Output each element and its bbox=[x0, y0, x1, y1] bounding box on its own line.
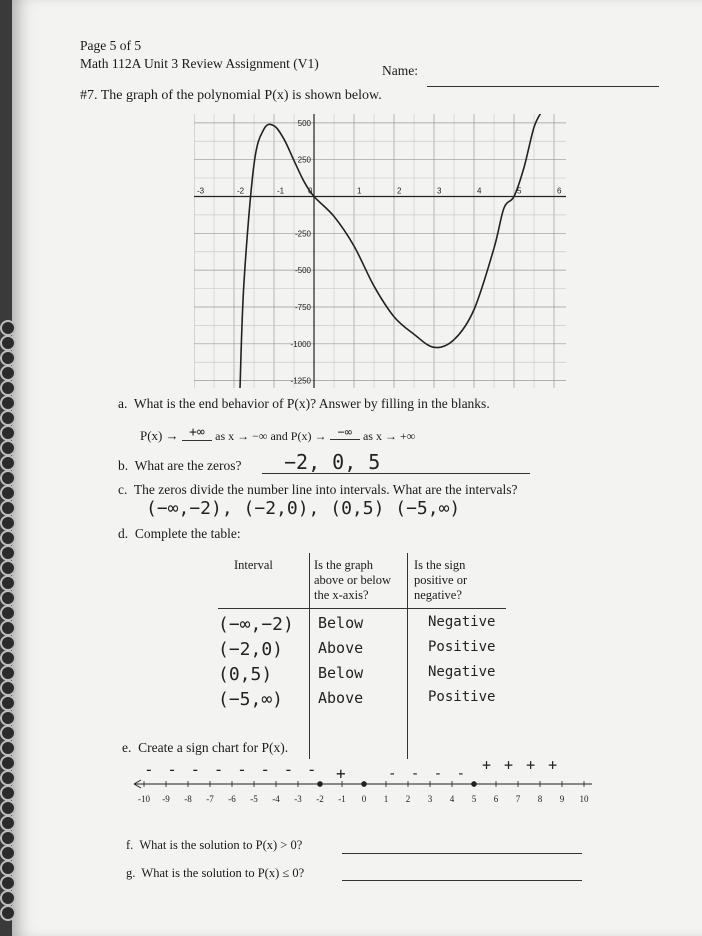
part-b-text: What are the zeros? bbox=[134, 458, 242, 473]
spiral-ring bbox=[0, 365, 16, 381]
page-number: Page 5 of 5 bbox=[80, 38, 142, 53]
spiral-ring bbox=[0, 710, 16, 726]
header-interval: Interval bbox=[234, 558, 273, 572]
x-tick-label: 3 bbox=[437, 186, 442, 196]
y-tick-label: -1250 bbox=[290, 376, 311, 386]
spiral-ring bbox=[0, 530, 16, 546]
spiral-ring bbox=[0, 785, 16, 801]
sign-negative-left: - - - - - - - - bbox=[144, 760, 319, 779]
spiral-ring bbox=[0, 395, 16, 411]
spiral-ring bbox=[0, 680, 16, 696]
y-tick-label: -500 bbox=[294, 266, 311, 276]
spiral-ring bbox=[0, 350, 16, 366]
spiral-ring bbox=[0, 575, 16, 591]
sign-positive-right: + + + + bbox=[482, 756, 560, 774]
x-tick-label: 1 bbox=[357, 186, 362, 196]
part-g-answer-line[interactable] bbox=[342, 880, 582, 881]
course-title: Math 112A Unit 3 Review Assignment (V1) bbox=[80, 56, 319, 71]
zero-dot bbox=[317, 781, 323, 787]
spiral-ring bbox=[0, 815, 16, 831]
spiral-ring bbox=[0, 905, 16, 921]
table-cell-interval: (−∞,−2) bbox=[218, 614, 294, 635]
number-line-label: -10 bbox=[138, 794, 150, 804]
number-line-label: 7 bbox=[515, 794, 521, 804]
sign-negative-mid: - - - - bbox=[388, 766, 469, 782]
x-tick-label: -2 bbox=[237, 186, 245, 196]
number-line-label: 0 bbox=[361, 794, 367, 804]
number-line-label: 1 bbox=[383, 794, 389, 804]
part-b-letter: b. bbox=[118, 458, 129, 473]
x-tick-label: -1 bbox=[277, 186, 285, 196]
table-cell-sign: Positive bbox=[428, 639, 496, 655]
spiral-ring bbox=[0, 890, 16, 906]
part-f-question bbox=[126, 838, 302, 853]
number-line-label: 9 bbox=[559, 794, 565, 804]
spiral-ring bbox=[0, 590, 16, 606]
zero-dot bbox=[361, 781, 367, 787]
sign-positive-mid: + bbox=[336, 764, 346, 783]
worksheet-page bbox=[12, 0, 702, 936]
end-behavior-label-3: as x → +∞ bbox=[362, 429, 416, 443]
name-blank-line[interactable] bbox=[427, 86, 659, 87]
y-tick-label: -250 bbox=[294, 229, 311, 239]
number-line-label: -1 bbox=[338, 794, 346, 804]
problem-prompt: The graph of the polynomial P(x) is shown below. bbox=[100, 88, 382, 103]
graph-grid bbox=[194, 114, 566, 388]
part-g-letter: g. bbox=[126, 866, 136, 880]
table-cell-sign: Positive bbox=[428, 689, 496, 705]
number-line-label: 5 bbox=[471, 794, 477, 804]
part-f-answer-line[interactable] bbox=[342, 853, 582, 854]
number-line-label: 2 bbox=[405, 794, 411, 804]
y-tick-label: 500 bbox=[297, 118, 311, 128]
spiral-ring bbox=[0, 845, 16, 861]
part-g-question bbox=[126, 866, 304, 881]
spiral-ring bbox=[0, 470, 16, 486]
x-tick-label: 5 bbox=[517, 186, 522, 196]
spiral-ring bbox=[0, 485, 16, 501]
part-c-letter: c. bbox=[118, 482, 128, 497]
part-d-text: Complete the table: bbox=[134, 526, 241, 541]
spiral-ring bbox=[0, 410, 16, 426]
part-f-letter: f. bbox=[126, 838, 134, 852]
number-line-label: -7 bbox=[206, 794, 214, 804]
number-line-label: 3 bbox=[427, 794, 433, 804]
end-behavior-answer-1[interactable]: +∞ bbox=[182, 425, 212, 441]
polynomial-graph bbox=[194, 114, 566, 388]
number-line-label: -3 bbox=[294, 794, 302, 804]
table-cell-position: Below bbox=[318, 614, 364, 632]
y-tick-label: 250 bbox=[297, 155, 311, 165]
spiral-ring bbox=[0, 515, 16, 531]
table-divider-1 bbox=[309, 553, 310, 759]
part-a-question bbox=[118, 396, 490, 412]
spiral-ring bbox=[0, 545, 16, 561]
number-line-label: -4 bbox=[272, 794, 280, 804]
spiral-ring bbox=[0, 695, 16, 711]
spiral-ring bbox=[0, 665, 16, 681]
zero-dot bbox=[471, 781, 477, 787]
spiral-ring bbox=[0, 560, 16, 576]
spiral-ring bbox=[0, 605, 16, 621]
number-line-label: -9 bbox=[162, 794, 170, 804]
number-line-label: -6 bbox=[228, 794, 236, 804]
table-cell-interval: (−2,0) bbox=[218, 639, 284, 660]
spiral-ring bbox=[0, 860, 16, 876]
x-tick-label: -3 bbox=[197, 186, 205, 196]
part-g-text: What is the solution to P(x) ≤ 0? bbox=[141, 866, 305, 880]
x-tick-label: 4 bbox=[477, 186, 482, 196]
number-line-label: 6 bbox=[493, 794, 499, 804]
table-cell-interval: (0,5) bbox=[218, 664, 273, 685]
spiral-ring bbox=[0, 455, 16, 471]
number-line-label: -2 bbox=[316, 794, 324, 804]
end-behavior-answer-2[interactable]: −∞ bbox=[330, 425, 360, 440]
spiral-ring bbox=[0, 635, 16, 651]
y-tick-label: -1000 bbox=[290, 339, 311, 349]
part-a-answer-line bbox=[140, 425, 416, 445]
problem-number: #7. bbox=[80, 88, 98, 103]
spiral-ring bbox=[0, 380, 16, 396]
spiral-ring bbox=[0, 440, 16, 456]
spiral-ring bbox=[0, 770, 16, 786]
spiral-ring bbox=[0, 800, 16, 816]
table-divider-2 bbox=[407, 553, 408, 759]
part-e-text: Create a sign chart for P(x). bbox=[138, 740, 289, 755]
part-a-text: What is the end behavior of P(x)? Answer by filling in the blanks. bbox=[133, 396, 490, 411]
part-e-letter: e. bbox=[122, 740, 132, 755]
spiral-ring bbox=[0, 320, 16, 336]
part-d-question bbox=[118, 526, 241, 542]
end-behavior-label-1: P(x) → bbox=[140, 428, 179, 443]
part-d-letter: d. bbox=[118, 526, 129, 541]
intervals-answer: (−∞,−2), (−2,0), (0,5) (−5,∞) bbox=[146, 498, 461, 519]
spiral-ring bbox=[0, 335, 16, 351]
number-line-label: 10 bbox=[579, 794, 589, 804]
number-line-label: -5 bbox=[250, 794, 258, 804]
problem-heading bbox=[80, 88, 382, 104]
part-e-question bbox=[122, 740, 288, 756]
table-cell-sign: Negative bbox=[428, 664, 496, 680]
table-cell-sign: Negative bbox=[428, 614, 496, 630]
header-sign: Is the sign positive or negative? bbox=[414, 558, 468, 602]
spiral-ring bbox=[0, 725, 16, 741]
spiral-ring bbox=[0, 875, 16, 891]
number-line-label: 4 bbox=[449, 794, 455, 804]
graph-axes bbox=[194, 114, 566, 388]
table-cell-position: Below bbox=[318, 664, 364, 682]
spiral-ring bbox=[0, 650, 16, 666]
table-cell-position: Above bbox=[318, 639, 364, 657]
part-c-text: The zeros divide the number line into intervals. What are the intervals? bbox=[133, 482, 518, 497]
part-a-letter: a. bbox=[118, 396, 128, 411]
table-header-rule bbox=[218, 608, 506, 609]
table-cell-interval: (−5,∞) bbox=[218, 689, 284, 710]
spiral-ring bbox=[0, 500, 16, 516]
spiral-ring bbox=[0, 830, 16, 846]
x-tick-label: 0 bbox=[308, 186, 313, 196]
part-c-question bbox=[118, 482, 518, 498]
number-line-label: 8 bbox=[537, 794, 543, 804]
spiral-ring bbox=[0, 755, 16, 771]
end-behavior-label-2: as x → −∞ and P(x) → bbox=[215, 429, 327, 443]
part-b-question bbox=[118, 458, 241, 474]
spiral-ring bbox=[0, 620, 16, 636]
number-line-label: -8 bbox=[184, 794, 192, 804]
polynomial-curve bbox=[240, 114, 542, 388]
y-tick-label: -750 bbox=[294, 302, 311, 312]
x-tick-label: 2 bbox=[397, 186, 402, 196]
spiral-ring bbox=[0, 425, 16, 441]
header-position: Is the graph above or below the x-axis? bbox=[314, 558, 392, 602]
zeros-answer: −2, 0, 5 bbox=[284, 450, 381, 474]
part-f-text: What is the solution to P(x) > 0? bbox=[139, 838, 303, 852]
x-tick-label: 6 bbox=[557, 186, 562, 196]
name-label: Name: bbox=[382, 63, 418, 78]
spiral-ring bbox=[0, 740, 16, 756]
table-cell-position: Above bbox=[318, 689, 364, 707]
